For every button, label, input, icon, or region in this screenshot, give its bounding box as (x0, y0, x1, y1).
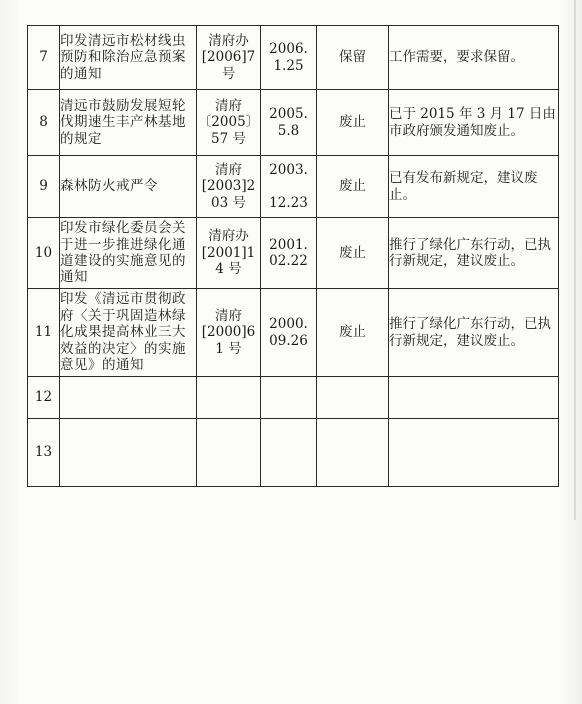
reason-cell (389, 377, 559, 419)
document-number-cell: 清府 [2000]6 1 号 (197, 289, 261, 377)
document-title-cell: 印发市绿化委员会关于进一步推进绿化通道建设的实施意见的通知 (60, 218, 197, 289)
document-title-cell (60, 419, 197, 487)
status-cell: 废止 (317, 156, 389, 218)
row-number-cell: 10 (28, 218, 60, 289)
table-row (28, 218, 559, 289)
table-row (28, 90, 559, 156)
issue-date-cell: 2001. 02.22 (261, 218, 317, 289)
reason-cell (389, 419, 559, 487)
document-number-cell (197, 419, 261, 487)
issue-date-cell: 2005. 5.8 (261, 90, 317, 156)
reason-cell: 工作需要，要求保留。 (389, 26, 559, 90)
status-cell: 保留 (317, 26, 389, 90)
row-number-cell: 11 (28, 289, 60, 377)
status-cell: 废止 (317, 90, 389, 156)
document-title-cell: 印发清远市松材线虫预防和除治应急预案的通知 (60, 26, 197, 90)
status-cell (317, 377, 389, 419)
table-row (28, 156, 559, 218)
status-cell: 废止 (317, 218, 389, 289)
reason-cell: 推行了绿化广东行动，已执行新规定，建议废止。 (389, 218, 559, 289)
document-title-cell (60, 377, 197, 419)
table-row (28, 26, 559, 90)
table-row (28, 419, 559, 487)
row-number-cell: 8 (28, 90, 60, 156)
row-number-cell: 7 (28, 26, 60, 90)
table-row (28, 377, 559, 419)
issue-date-cell (261, 419, 317, 487)
reason-cell: 已有发布新规定，建议废止。 (389, 156, 559, 218)
document-number-cell: 清府 〔2005〕 57 号 (197, 90, 261, 156)
reason-cell: 已于 2015 年 3 月 17 日由市政府颁发通知废止。 (389, 90, 559, 156)
document-title-cell: 清远市鼓励发展短轮伐期速生丰产林基地的规定 (60, 90, 197, 156)
document-title-cell: 森林防火戒严令 (60, 156, 197, 218)
document-number-cell: 清府办 [2001]1 4 号 (197, 218, 261, 289)
page-edge-shadow (574, 0, 576, 520)
document-title-cell: 印发《清远市贯彻政府〈关于巩固造林绿化成果提高林业三大效益的决定〉的实施意见》的通知 (60, 289, 197, 377)
regulations-table (27, 25, 559, 487)
status-cell: 废止 (317, 289, 389, 377)
issue-date-cell: 2000. 09.26 (261, 289, 317, 377)
table-row (28, 289, 559, 377)
reason-cell: 推行了绿化广东行动，已执行新规定，建议废止。 (389, 289, 559, 377)
row-number-cell: 12 (28, 377, 60, 419)
issue-date-cell: 2006. 1.25 (261, 26, 317, 90)
status-cell (317, 419, 389, 487)
issue-date-cell: 2003. 12.23 (261, 156, 317, 218)
document-number-cell: 清府办 [2006]7 号 (197, 26, 261, 90)
row-number-cell: 13 (28, 419, 60, 487)
document-number-cell: 清府 [2003]2 03 号 (197, 156, 261, 218)
row-number-cell: 9 (28, 156, 60, 218)
issue-date-cell (261, 377, 317, 419)
document-number-cell (197, 377, 261, 419)
